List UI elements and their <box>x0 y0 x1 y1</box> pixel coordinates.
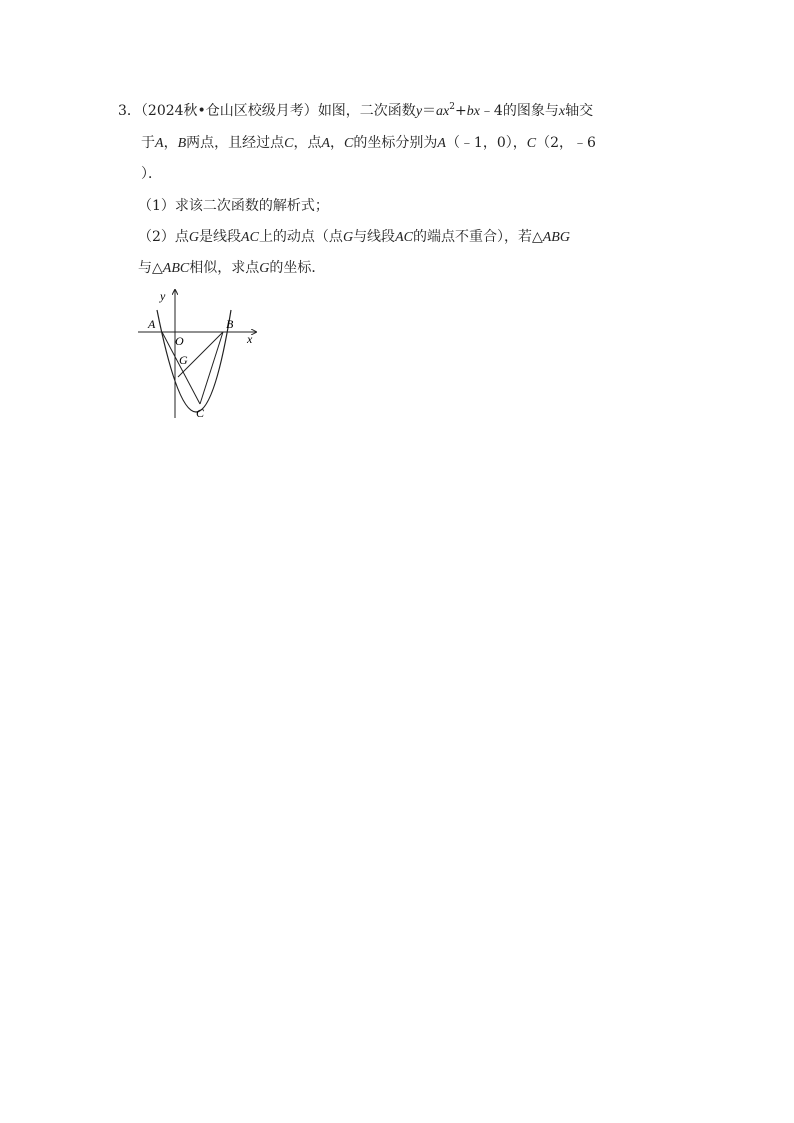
point-c: C <box>344 136 354 151</box>
text: 的坐标分别为 <box>353 135 438 151</box>
point-a: A <box>321 136 331 151</box>
equation-y: y <box>415 104 423 119</box>
label-o: O <box>175 334 184 348</box>
point-c: C <box>284 136 294 151</box>
text: ， <box>163 135 178 151</box>
text: 相似，求点 <box>189 260 260 276</box>
segment-ac: AC <box>241 230 259 245</box>
problem-number: 3． <box>118 103 141 119</box>
exponent: 2 <box>449 102 455 112</box>
text: 的端点不重合），若△ <box>412 229 543 245</box>
equals-sign: ＝ <box>422 103 437 119</box>
text: （2）点 <box>138 229 189 245</box>
point-g: G <box>188 230 200 245</box>
question-2-continued <box>138 258 325 279</box>
text: 的图象与 <box>502 103 559 119</box>
equation-ax: ax <box>436 104 450 119</box>
label-y: y <box>160 289 166 303</box>
plus-sign: + <box>454 103 467 119</box>
point-g: G <box>342 230 354 245</box>
text: 与线段 <box>353 229 396 245</box>
label-b: B <box>226 317 234 331</box>
text: 轴交 <box>565 103 594 119</box>
equation-constant: ﹣4 <box>479 103 503 119</box>
text: 于 <box>141 135 155 151</box>
text: ， <box>330 135 345 151</box>
label-x: x <box>247 332 253 346</box>
equation-bx: bx <box>466 104 480 119</box>
problem-line-1 <box>118 101 593 122</box>
problem-source: （2024秋•仓山区校级月考） <box>140 103 318 119</box>
text: ）． <box>141 166 162 182</box>
coordinate-a: （﹣1，0）， <box>445 135 527 151</box>
text: 是线段 <box>199 229 242 245</box>
label-g: G <box>179 353 188 367</box>
point-c: C <box>526 136 537 151</box>
text: 两点，且经过点 <box>186 135 285 151</box>
triangle-abg: ABG <box>542 230 570 245</box>
question-1 <box>138 196 329 216</box>
question-1-text: （1）求该二次函数的解析式； <box>138 198 329 214</box>
problem-line-2 <box>141 133 596 154</box>
coordinate-c: （2，﹣6 <box>536 135 596 151</box>
label-a: A <box>148 317 156 331</box>
label-c: C <box>196 406 205 420</box>
text: ，点 <box>293 135 322 151</box>
text: 上的动点（点 <box>258 229 343 245</box>
point-b: B <box>177 136 187 151</box>
text: 如图，二次函数 <box>317 103 416 119</box>
parabola-figure <box>130 284 270 424</box>
point-a: A <box>437 136 446 151</box>
text: 的坐标． <box>269 260 326 276</box>
triangle-abc: ABC <box>162 261 190 276</box>
point-a: A <box>155 136 164 151</box>
segment-ac: AC <box>395 230 413 245</box>
variable-x: x <box>558 104 566 119</box>
question-2 <box>138 227 570 248</box>
text: 与△ <box>138 260 163 276</box>
problem-line-3 <box>141 164 162 184</box>
point-g: G <box>259 261 270 276</box>
